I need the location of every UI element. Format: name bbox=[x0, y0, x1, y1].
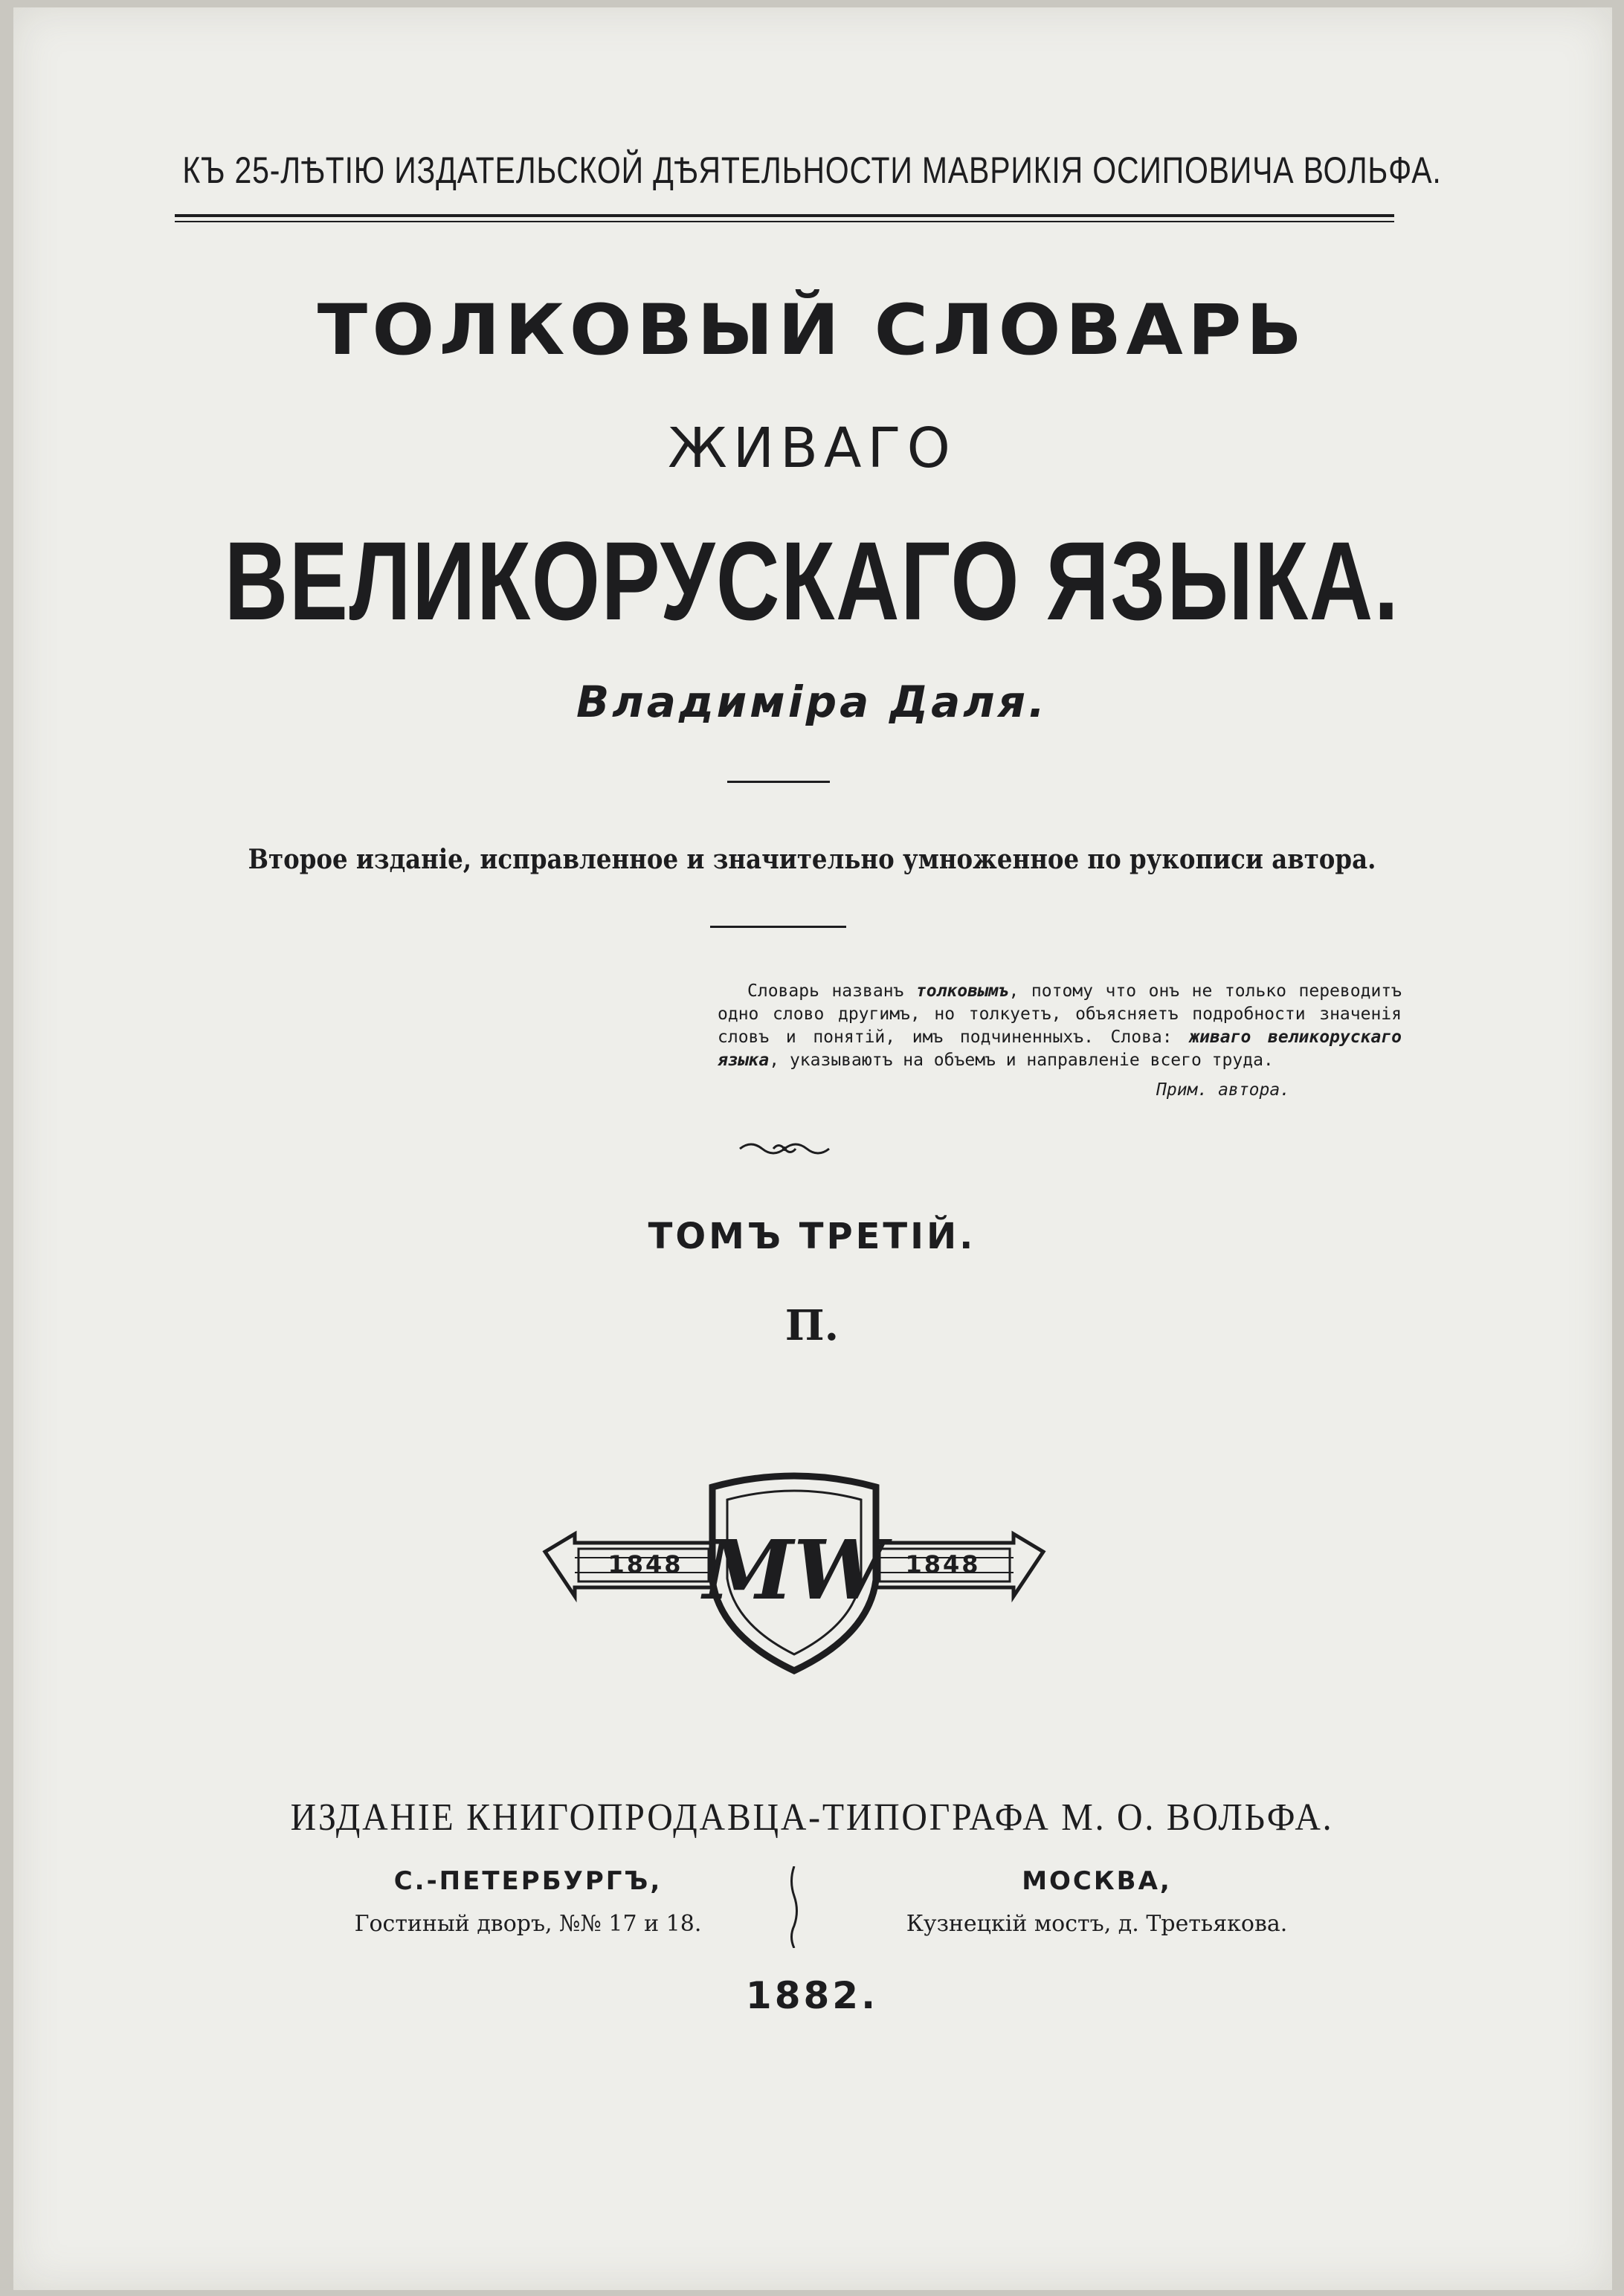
author-note-signature: Прим. автора. bbox=[1156, 1080, 1291, 1100]
author-name: Владиміра Даля. bbox=[576, 677, 1048, 727]
title-line-3: ВЕЛИКОРУСКАГО ЯЗЫКА. bbox=[224, 518, 1400, 643]
address-st-petersburg: Гостиный дворъ, №№ 17 и 18. bbox=[354, 1911, 702, 1937]
emblem-year-left: 1848 bbox=[608, 1550, 683, 1578]
city-moscow: МОСКВА, bbox=[1022, 1866, 1172, 1896]
separator-rule-1 bbox=[727, 781, 830, 783]
publisher-emblem-icon bbox=[541, 1468, 1047, 1677]
author-note: Словарь названъ толковымъ, потому что онъ не только переводитъ одно слово другимъ, но толкуетъ, объясняетъ подробности значенія словъ и понятій, имъ подчиненныхъ. Слова: живаго великорускаго языка, указываютъ на объемъ и направленіе всего труда. bbox=[718, 981, 1402, 1070]
address-moscow: Кузнецкій мостъ, д. Третьякова. bbox=[906, 1911, 1288, 1937]
separator-rule-2 bbox=[710, 926, 846, 928]
emblem-year-right: 1848 bbox=[905, 1550, 981, 1578]
emblem-monogram: MW bbox=[703, 1522, 886, 1618]
city-st-petersburg: С.-ПЕТЕРБУРГЪ, bbox=[393, 1866, 663, 1896]
publisher-line: ИЗДАНІЕ КНИГОПРОДАВЦА-ТИПОГРАФА М. О. ВОЛЬФА. bbox=[290, 1796, 1334, 1839]
dedication-line: КЪ 25-ЛѢТІЮ ИЗДАТЕЛЬСКОЙ ДѢЯТЕЛЬНОСТИ МАВРИКІЯ ОСИПОВИЧА ВОЛЬФА. bbox=[182, 149, 1442, 191]
edition-line: Второе изданіе, исправленное и значительно умноженное по рукописи автора. bbox=[248, 844, 1376, 875]
dedication-rule bbox=[175, 214, 1394, 222]
title-line-2: ЖИВАГО bbox=[668, 416, 956, 480]
publication-year: 1882. bbox=[745, 1974, 879, 2017]
flourish-ornament-icon bbox=[736, 1138, 833, 1160]
column-divider-icon bbox=[787, 1866, 802, 1948]
volume-title: ТОМЪ ТРЕТІЙ. bbox=[648, 1216, 976, 1257]
title-line-1: ТОЛКОВЫЙ СЛОВАРЬ bbox=[317, 290, 1307, 371]
volume-letter: П. bbox=[784, 1301, 840, 1350]
